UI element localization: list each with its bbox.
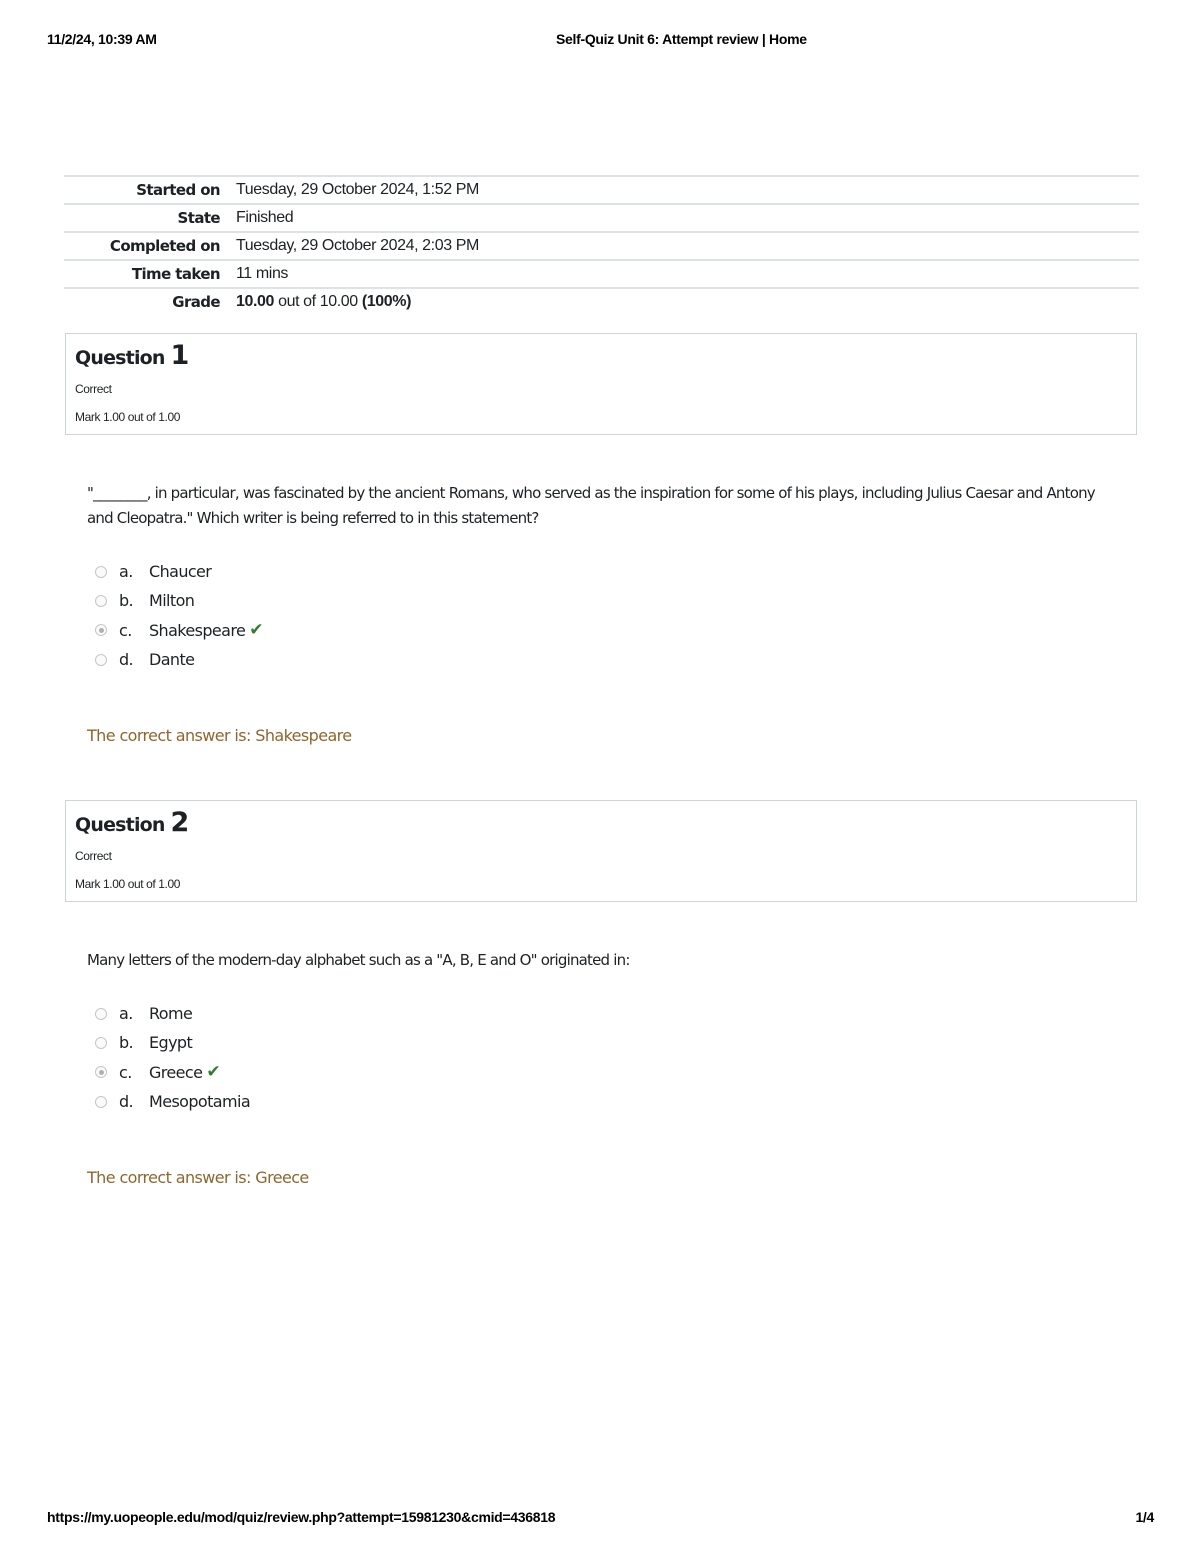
- grade-percent: (100%): [361, 293, 412, 310]
- summary-row-state: [64, 205, 1139, 233]
- summary-value: Tuesday, 29 October 2024, 1:52 PM: [236, 181, 479, 198]
- summary-label: Grade: [172, 293, 220, 311]
- summary-label: State: [177, 209, 220, 227]
- option-text: Greece: [149, 1062, 203, 1082]
- radio-button[interactable]: [95, 1096, 107, 1108]
- question-word: Question: [75, 814, 165, 836]
- answer-options: [95, 999, 250, 1116]
- summary-row-started: [64, 177, 1139, 205]
- option-letter: b.: [119, 1033, 134, 1053]
- option-letter: d.: [119, 1092, 134, 1112]
- print-page-title: Self-Quiz Unit 6: Attempt review | Home: [556, 31, 807, 47]
- question-title: [75, 340, 188, 371]
- option-letter: a.: [119, 562, 133, 582]
- print-footer: [0, 1509, 1200, 1529]
- grade-out-of: out of 10.00: [274, 293, 362, 310]
- answer-option[interactable]: [95, 1087, 250, 1116]
- question-word: Question: [75, 347, 165, 369]
- correct-answer-feedback: The correct answer is: Shakespeare: [87, 726, 352, 745]
- option-text: Chaucer: [149, 562, 212, 582]
- attempt-summary-table: [64, 175, 1139, 315]
- option-text: Rome: [149, 1004, 193, 1024]
- option-letter: b.: [119, 591, 134, 611]
- summary-label: Time taken: [131, 265, 220, 283]
- option-letter: a.: [119, 1004, 133, 1024]
- summary-row-time: [64, 261, 1139, 289]
- option-text: Mesopotamia: [149, 1092, 251, 1112]
- question-text: Many letters of the modern-day alphabet such as a "A, B, E and O" originated in:: [87, 951, 630, 969]
- question-number: 1: [170, 340, 189, 371]
- grade-score: 10.00: [236, 293, 275, 310]
- answer-option-selected[interactable]: [95, 1058, 250, 1087]
- option-letter: c.: [119, 620, 132, 640]
- answer-option[interactable]: [95, 557, 263, 586]
- radio-button-checked[interactable]: [95, 1066, 107, 1078]
- question-title: [75, 807, 188, 838]
- summary-value: 11 mins: [236, 265, 289, 282]
- print-datetime: 11/2/24, 10:39 AM: [47, 31, 157, 47]
- check-icon: ✔: [206, 1062, 221, 1083]
- question-text: "________, in particular, was fascinated by the ancient Romans, who served as the inspiration for some of his plays, including Julius Caesar and Antony and Cleopatra." Which writer is being referred to in this statement?: [87, 484, 1095, 527]
- summary-row-completed: [64, 233, 1139, 261]
- answer-option[interactable]: [95, 1028, 250, 1057]
- radio-button[interactable]: [95, 1037, 107, 1049]
- question-info-box: [65, 800, 1137, 902]
- question-info-box: [65, 333, 1137, 435]
- summary-value: Finished: [236, 209, 294, 226]
- option-letter: d.: [119, 650, 134, 670]
- answer-options: [95, 557, 263, 674]
- option-text: Egypt: [149, 1033, 193, 1053]
- answer-option[interactable]: [95, 586, 263, 615]
- answer-option-selected[interactable]: [95, 616, 263, 645]
- answer-option[interactable]: [95, 999, 250, 1028]
- question-state: Correct: [75, 382, 112, 396]
- option-text: Dante: [149, 650, 195, 670]
- question-mark: Mark 1.00 out of 1.00: [75, 410, 181, 424]
- summary-label: Completed on: [109, 237, 220, 255]
- question-state: Correct: [75, 849, 112, 863]
- radio-button[interactable]: [95, 595, 107, 607]
- question-mark: Mark 1.00 out of 1.00: [75, 877, 181, 891]
- correct-answer-feedback: The correct answer is: Greece: [87, 1168, 309, 1187]
- radio-button[interactable]: [95, 566, 107, 578]
- radio-button[interactable]: [95, 654, 107, 666]
- print-url: https://my.uopeople.edu/mod/quiz/review.php?attempt=15981230&cmid=436818: [47, 1509, 556, 1525]
- summary-row-grade: [64, 289, 1139, 315]
- option-text: Shakespeare: [149, 620, 246, 640]
- radio-button-checked[interactable]: [95, 624, 107, 636]
- check-icon: ✔: [249, 620, 263, 641]
- option-letter: c.: [119, 1062, 132, 1082]
- summary-value: Tuesday, 29 October 2024, 2:03 PM: [236, 237, 479, 254]
- page-number: 1/4: [1135, 1509, 1154, 1525]
- summary-value: [236, 293, 411, 311]
- question-number: 2: [170, 807, 189, 838]
- option-text: Milton: [149, 591, 195, 611]
- radio-button[interactable]: [95, 1008, 107, 1020]
- summary-label: Started on: [136, 181, 220, 199]
- answer-option[interactable]: [95, 645, 263, 674]
- print-header: [0, 31, 1200, 51]
